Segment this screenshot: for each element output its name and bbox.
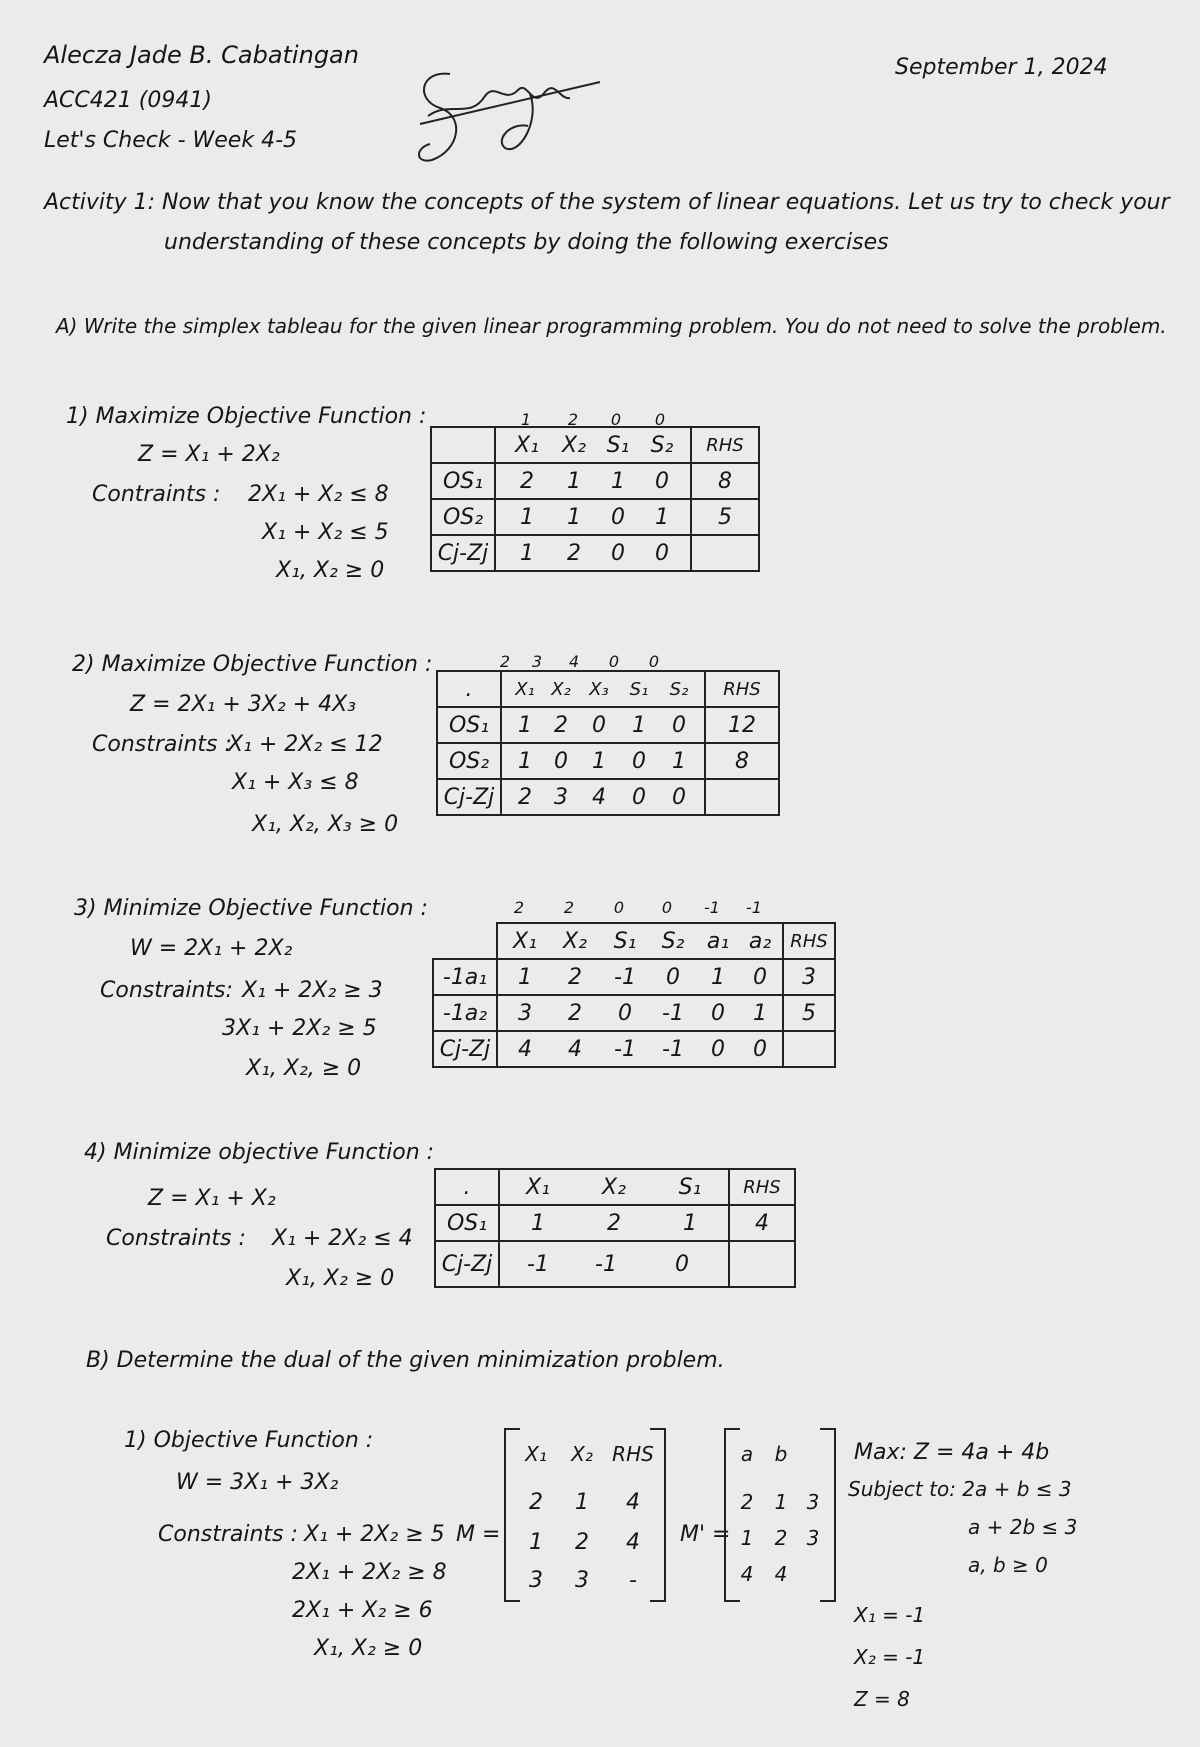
- row-label: OS₂: [431, 499, 495, 535]
- cell: 1: [518, 712, 532, 738]
- coef: -1: [746, 898, 762, 917]
- matrix-m-row-3: [514, 1568, 660, 1593]
- cell: 0: [753, 1036, 767, 1062]
- cell: 3: [554, 784, 568, 810]
- rhs-header: RHS: [691, 427, 759, 463]
- cell: 2: [568, 1000, 582, 1026]
- dual-subject-line: Subject to: 2a + b ≤ 3: [848, 1477, 1072, 1501]
- dual-constraint-2: 2X₁ + 2X₂ ≥ 8: [292, 1560, 447, 1585]
- cell: 1: [711, 964, 725, 990]
- cell: 3: [518, 1000, 532, 1026]
- corner-cell: .: [437, 671, 501, 707]
- cell: 0: [666, 964, 680, 990]
- cell: 2: [567, 540, 581, 566]
- corner-cell: .: [435, 1169, 499, 1205]
- matrix-mt-header: [730, 1442, 828, 1466]
- m-cell: 1: [529, 1530, 543, 1555]
- p4-constraints-label: Constraints :: [106, 1226, 246, 1251]
- mt-cell: 3: [806, 1490, 820, 1514]
- cell: -1: [614, 1036, 636, 1062]
- p4-header-row: [435, 1169, 795, 1205]
- p4-constraint-2: X₁, X₂ ≥ 0: [286, 1266, 395, 1291]
- row-cells: [497, 1031, 783, 1067]
- cell: 0: [554, 748, 568, 774]
- p3-coef-row: [494, 898, 774, 917]
- rhs-cell: 12: [705, 707, 779, 743]
- cell: 0: [672, 712, 686, 738]
- m-cell: 3: [575, 1568, 589, 1593]
- p2-coef-row: [490, 652, 674, 671]
- m-cell: 2: [529, 1490, 543, 1515]
- row-cells: [501, 779, 705, 815]
- p3-row-a2: [433, 995, 835, 1031]
- p3-row-cjzj: [433, 1031, 835, 1067]
- var-header: S₁: [678, 1174, 702, 1200]
- solution-x1: X₁ = -1: [854, 1603, 926, 1627]
- coef: 3: [531, 652, 543, 671]
- p2-title: 2) Maximize Objective Function :: [72, 652, 433, 677]
- row-cells: [497, 995, 783, 1031]
- row-label: -1a₂: [433, 995, 497, 1031]
- rhs-cell: 8: [691, 463, 759, 499]
- coef: 2: [513, 898, 525, 917]
- var-header: a₁: [706, 928, 730, 954]
- p2-tableau: [436, 670, 780, 816]
- coef: 1: [520, 410, 532, 429]
- row-label: OS₂: [437, 743, 501, 779]
- mt-cell: [798, 1562, 828, 1586]
- mt-header: [798, 1442, 828, 1466]
- coef: 0: [648, 652, 660, 671]
- var-header: S₁: [606, 432, 630, 458]
- cell: 0: [711, 1000, 725, 1026]
- p2-constraint-3: X₁, X₂, X₃ ≥ 0: [252, 812, 399, 837]
- var-header: X₂: [602, 1174, 626, 1200]
- matrix-m-header: [514, 1442, 660, 1466]
- mt-cell: 3: [806, 1526, 820, 1550]
- course-code: ACC421 (0941): [44, 88, 212, 113]
- p1-constraint-3: X₁, X₂ ≥ 0: [276, 558, 385, 583]
- coef: -1: [704, 898, 720, 917]
- cell: 0: [611, 504, 625, 530]
- var-header: S₂: [650, 432, 674, 458]
- rhs-cell: [705, 779, 779, 815]
- m-header: X₁: [525, 1442, 547, 1466]
- cell: 0: [672, 784, 686, 810]
- p4-var-headers: [499, 1169, 729, 1205]
- mt-cell: 4: [740, 1562, 754, 1586]
- matrix-m-row-1: [514, 1490, 660, 1515]
- p2-row-cjzj: [437, 779, 779, 815]
- instruction-line-1: Activity 1: Now that you know the concepts of the system of linear equations. Let us try to check your: [44, 190, 1170, 215]
- var-header: a₂: [748, 928, 772, 954]
- rhs-cell: [783, 1031, 835, 1067]
- row-cells: [501, 707, 705, 743]
- cell: 0: [611, 540, 625, 566]
- cell: 4: [568, 1036, 582, 1062]
- m-header: X₂: [571, 1442, 593, 1466]
- cell: 0: [655, 468, 669, 494]
- matrix-m-row-2: [514, 1530, 660, 1555]
- rhs-header: RHS: [783, 923, 835, 959]
- p1-var-headers: [495, 427, 691, 463]
- cell: 1: [567, 504, 581, 530]
- cell: 1: [672, 748, 686, 774]
- dual-constraint-b3: a, b ≥ 0: [968, 1553, 1048, 1577]
- cell: 2: [607, 1210, 621, 1236]
- row-label: Cj-Zj: [433, 1031, 497, 1067]
- p3-constraint-3: X₁, X₂, ≥ 0: [246, 1056, 362, 1081]
- row-cells: [499, 1205, 729, 1241]
- p1-objective: Z = X₁ + 2X₂: [138, 442, 280, 467]
- coef: 0: [654, 410, 666, 429]
- coef: 0: [608, 652, 620, 671]
- p4-row-os1: [435, 1205, 795, 1241]
- row-cells: [501, 743, 705, 779]
- row-label: OS₁: [437, 707, 501, 743]
- p3-constraint-1: X₁ + 2X₂ ≥ 3: [242, 978, 383, 1003]
- p3-title: 3) Minimize Objective Function :: [74, 896, 428, 921]
- cell: 1: [567, 468, 581, 494]
- p1-title: 1) Maximize Objective Function :: [66, 404, 427, 429]
- dual-constraint-4: X₁, X₂ ≥ 0: [314, 1636, 423, 1661]
- matrix-m-label: M =: [456, 1522, 501, 1547]
- cell: 1: [683, 1210, 697, 1236]
- var-header: X₂: [551, 678, 571, 700]
- row-label: Cj-Zj: [431, 535, 495, 571]
- cell: 2: [568, 964, 582, 990]
- rhs-cell: 5: [783, 995, 835, 1031]
- var-header: X₁: [513, 928, 537, 954]
- mt-cell: 1: [740, 1526, 754, 1550]
- cell: 1: [655, 504, 669, 530]
- rhs-cell: 5: [691, 499, 759, 535]
- p3-tableau: [432, 922, 836, 1068]
- m-cell: -: [629, 1568, 637, 1593]
- coef: 2: [499, 652, 511, 671]
- rhs-cell: [729, 1241, 795, 1287]
- row-label: OS₁: [431, 463, 495, 499]
- p1-header-row: [431, 427, 759, 463]
- cell: 0: [655, 540, 669, 566]
- activity-title: Let's Check - Week 4-5: [44, 128, 298, 153]
- instruction-line-2: understanding of these concepts by doing the following exercises: [164, 230, 889, 255]
- row-label: Cj-Zj: [435, 1241, 499, 1287]
- p4-tableau: [434, 1168, 796, 1288]
- dual-constraints-label: Constraints :: [158, 1522, 298, 1547]
- matrix-mt-row-1: [730, 1490, 828, 1514]
- p1-tableau: [430, 426, 760, 572]
- cell: -1: [595, 1251, 617, 1277]
- var-header: X₁: [515, 678, 535, 700]
- matrix-mt-row-3: [730, 1562, 828, 1586]
- cell: -1: [527, 1251, 549, 1277]
- var-header: X₃: [589, 678, 609, 700]
- matrix-mt-row-2: [730, 1526, 828, 1550]
- p3-header-row: [433, 923, 835, 959]
- cell: 1: [518, 964, 532, 990]
- p3-var-headers: [497, 923, 783, 959]
- mt-cell: 2: [774, 1526, 788, 1550]
- var-header: S₂: [669, 678, 689, 700]
- cell: 4: [518, 1036, 532, 1062]
- rhs-header: RHS: [729, 1169, 795, 1205]
- var-header: X₂: [562, 432, 586, 458]
- cell: 1: [531, 1210, 545, 1236]
- cell: 2: [520, 468, 534, 494]
- dual-title: 1) Objective Function :: [124, 1428, 374, 1453]
- p4-constraint-1: X₁ + 2X₂ ≤ 4: [272, 1226, 413, 1251]
- cell: 2: [518, 784, 532, 810]
- cell: 1: [592, 748, 606, 774]
- dual-constraint-b2: a + 2b ≤ 3: [968, 1515, 1078, 1539]
- var-header: S₁: [629, 678, 649, 700]
- m-cell: 2: [575, 1530, 589, 1555]
- coef: 0: [610, 410, 622, 429]
- var-header: X₁: [515, 432, 539, 458]
- cell: -1: [662, 1036, 684, 1062]
- m-cell: 1: [575, 1490, 589, 1515]
- p2-constraints-label: Constraints :: [92, 732, 232, 757]
- m-cell: 3: [529, 1568, 543, 1593]
- mt-cell: 2: [740, 1490, 754, 1514]
- p3-row-a1: [433, 959, 835, 995]
- cell: 1: [518, 748, 532, 774]
- var-header: S₂: [661, 928, 685, 954]
- row-cells: [495, 463, 691, 499]
- cell: 0: [618, 1000, 632, 1026]
- matrix-mt-label: M' =: [680, 1522, 731, 1547]
- cell: 0: [632, 748, 646, 774]
- rhs-cell: [691, 535, 759, 571]
- part-a-instruction: A) Write the simplex tableau for the given linear programming problem. You do not need to solve the problem.: [56, 314, 1167, 338]
- p2-constraint-2: X₁ + X₃ ≤ 8: [232, 770, 359, 795]
- row-label: -1a₁: [433, 959, 497, 995]
- rhs-cell: 4: [729, 1205, 795, 1241]
- var-header: X₁: [526, 1174, 550, 1200]
- dual-objective: W = 3X₁ + 3X₂: [176, 1470, 339, 1495]
- cell: 1: [632, 712, 646, 738]
- mt-header: a: [740, 1442, 754, 1466]
- row-cells: [497, 959, 783, 995]
- p2-objective: Z = 2X₁ + 3X₂ + 4X₃: [130, 692, 356, 717]
- cell: 1: [611, 468, 625, 494]
- cell: 0: [753, 964, 767, 990]
- p3-objective: W = 2X₁ + 2X₂: [130, 936, 293, 961]
- cell: 0: [675, 1251, 689, 1277]
- var-header: S₁: [613, 928, 637, 954]
- p4-row-cjzj: [435, 1241, 795, 1287]
- corner-cell: [433, 923, 497, 959]
- p3-constraints-label: Constraints:: [100, 978, 233, 1003]
- date: September 1, 2024: [895, 55, 1108, 80]
- cell: 1: [753, 1000, 767, 1026]
- solution-z: Z = 8: [854, 1687, 910, 1711]
- m-header: RHS: [612, 1442, 654, 1466]
- part-b-instruction: B) Determine the dual of the given minimization problem.: [86, 1348, 725, 1373]
- mt-cell: 4: [774, 1562, 788, 1586]
- p1-row-os2: [431, 499, 759, 535]
- p3-constraint-2: 3X₁ + 2X₂ ≥ 5: [222, 1016, 377, 1041]
- rhs-header: RHS: [705, 671, 779, 707]
- row-cells: [495, 535, 691, 571]
- rhs-cell: 3: [783, 959, 835, 995]
- rhs-cell: 8: [705, 743, 779, 779]
- coef: 2: [563, 898, 575, 917]
- mt-header: b: [774, 1442, 788, 1466]
- row-cells: [499, 1241, 729, 1287]
- cell: -1: [614, 964, 636, 990]
- student-name: Alecza Jade B. Cabatingan: [44, 41, 359, 69]
- p2-header-row: [437, 671, 779, 707]
- dual-constraint-1: X₁ + 2X₂ ≥ 5: [304, 1522, 445, 1547]
- cell: 2: [554, 712, 568, 738]
- cell: 0: [632, 784, 646, 810]
- p1-constraint-1: 2X₁ + X₂ ≤ 8: [248, 482, 389, 507]
- row-label: Cj-Zj: [437, 779, 501, 815]
- p4-objective: Z = X₁ + X₂: [148, 1186, 276, 1211]
- p1-constraints-label: Contraints :: [92, 482, 221, 507]
- corner-cell: [431, 427, 495, 463]
- var-header: X₂: [563, 928, 587, 954]
- p2-var-headers: [501, 671, 705, 707]
- m-cell: 4: [626, 1530, 640, 1555]
- cell: 4: [592, 784, 606, 810]
- mt-cell: 1: [774, 1490, 788, 1514]
- row-label: OS₁: [435, 1205, 499, 1241]
- cell: -1: [662, 1000, 684, 1026]
- cell: 0: [592, 712, 606, 738]
- signature-drawing: [410, 60, 610, 170]
- p2-row-os1: [437, 707, 779, 743]
- p2-constraint-1: X₁ + 2X₂ ≤ 12: [228, 732, 383, 757]
- p2-row-os2: [437, 743, 779, 779]
- coef: 0: [613, 898, 625, 917]
- p4-title: 4) Minimize objective Function :: [84, 1140, 435, 1165]
- cell: 1: [520, 540, 534, 566]
- row-cells: [495, 499, 691, 535]
- coef: 0: [661, 898, 673, 917]
- p1-constraint-2: X₁ + X₂ ≤ 5: [262, 520, 389, 545]
- solution-x2: X₂ = -1: [854, 1645, 926, 1669]
- coef: 4: [568, 652, 580, 671]
- m-cell: 4: [626, 1490, 640, 1515]
- dual-max-line: Max: Z = 4a + 4b: [854, 1440, 1050, 1465]
- cell: 0: [711, 1036, 725, 1062]
- cell: 1: [520, 504, 534, 530]
- p1-row-cjzj: [431, 535, 759, 571]
- dual-constraint-3: 2X₁ + X₂ ≥ 6: [292, 1598, 433, 1623]
- p1-row-os1: [431, 463, 759, 499]
- coef: 2: [567, 410, 579, 429]
